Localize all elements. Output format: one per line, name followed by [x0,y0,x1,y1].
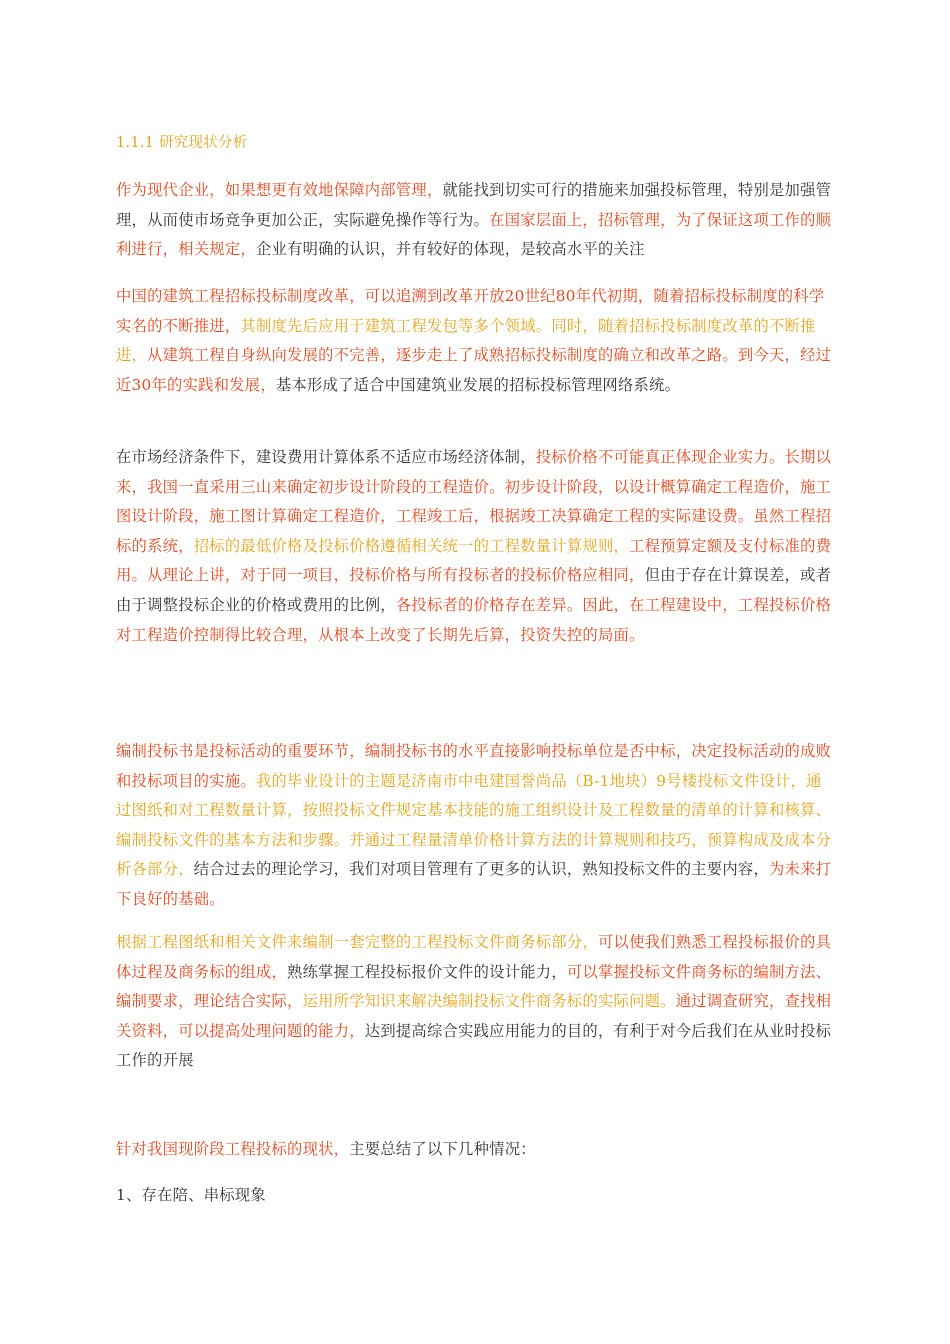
text-segment: 其制度先后应用于建筑工程发包等多个领域。同时，随着招标投标制度改革的不断推进， [116,316,816,365]
paragraph-1 [116,176,836,265]
text-segment: 基本形成了适合中国建筑业发展的招标投标管理网络系统。 [275,375,681,394]
text-segment: 1、存在陪、串标现象 [116,1186,266,1204]
text-segment: 通过调查研究，查找相关资料，可以提高处理问题的能力， [116,992,832,1040]
text-segment: 各投标者的价格存在差异。因此，在工程建设中，工程投标价格对工程造价控制得比较合理，从根本上改变了长期先后算，投资失控的局面。 [116,595,832,644]
paragraph-2 [116,282,836,400]
text-segment: 工程预算定额及支付标准的费用。从理论上讲，对于同一项目，投标价格与所有投标者的投标价格应相同， [116,536,832,585]
text-segment: 根据工程图纸和相关文件来编制一套完整的工程投标文件商务标部分， [116,933,598,951]
text-segment: 可以掌握投标文件商务标的编制方法、编制要求，理论结合实际， [116,962,832,1011]
paragraph-6 [116,1135,836,1165]
text-segment: 在市场经济条件下，建设费用计算体系不适应市场经济体制， [116,448,536,466]
text-segment: 在国家层面上，招标管理，为了保证这项工作的顺利进行，相关规定， [116,210,832,259]
text-segment: 主要总结了以下几种情况： [349,1140,536,1158]
text-segment: 为未来打下良好的基础。 [116,860,832,908]
paragraph-3 [116,443,836,650]
paragraph-5 [116,928,836,1076]
text-segment: 达到提高综合实践应用能力的目的，有利于对今后我们在从业时投标工作的开展 [116,1021,832,1070]
text-segment: 可以使我们熟悉工程投标报价的具体过程及商务标的组成， [116,933,832,981]
section-heading: 1.1.1 研究现状分析 [116,135,248,151]
text-segment: 企业有明确的认识，并有较好的体现，是较高水平的关注 [255,240,645,259]
text-segment: 编制投标书是投标活动的重要环节，编制投标书的水平直接影响投标单位是否中标，决定投标活动的成败和投标项目的实施。 [116,742,832,790]
text-segment: 熟练掌握工程投标报价文件的设计能力， [287,962,567,981]
text-segment: 但由于存在计算误差，或者由于调整投标企业的价格或费用的比例， [116,566,832,614]
text-segment: 投标价格不可能真正体现企业实力。长期以来，我国一直采用三山来确定初步设计阶段的工程造价。初步设计阶段，以设计概算确定工程造价，施工图设计阶段，施工图计算确定工程造价，工程竣工后，根据竣工决算确定工程的实际建设费。虽然工程招标的系统， [116,448,832,555]
text-segment: 作为现代企业，如果想更有效地保障内部管理， [116,181,443,199]
text-segment: 结合过去的理论学习，我们对项目管理有了更多的认识，熟知投标文件的主要内容， [193,860,769,879]
text-segment: 从建筑工程自身纵向发展的不完善，逐步走上了成熟招标投标制度的确立和改革之路。到今天，经过近30年的实践和发展， [116,346,832,394]
paragraph-4 [116,737,836,915]
text-segment: 招标的最低价格及投标价格遵循相关统一的工程数量计算规则， [193,536,630,555]
text-segment: 我的毕业设计的主题是济南市中电建国誉尚品（B-1地块）9号楼投标文件设计，通过图纸和对工程数量计算，按照投标文件规定基本技能的施工组织设计及工程数量的清单的计算和核算、编制投标文件的基本方法和步骤。并通过工程量清单价格计算方法的计算规则和技巧，预算构成及成本分析各部分， [116,771,832,879]
text-segment: 中国的建筑工程招标投标制度改革，可以追溯到改革开放20世纪80年代初期，随着招标投标制度的科学实名的不断推进， [116,287,825,335]
list-item-1 [116,1181,836,1211]
text-segment: 运用所学知识来解决编制投标文件商务标的实际问题。 [302,992,676,1011]
text-segment: 针对我国现阶段工程投标的现状， [116,1140,350,1158]
text-segment: 就能找到切实可行的措施来加强投标管理，特别是加强管理，从而使市场竞争更加公正，实际避免操作等行为。 [116,181,832,229]
